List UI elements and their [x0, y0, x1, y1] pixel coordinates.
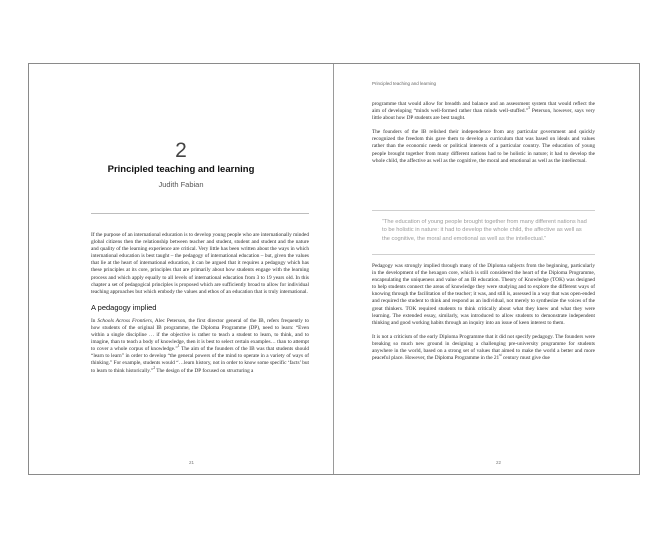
left-body-text — [91, 232, 309, 382]
text-run: , Alec Peterson, the first director general of the IB, refers frequently to how students of the original IB programme, the Diploma Programme (DP), need to learn: “Even within a single discipline … if the objective is rather to teach a student to learn, to think, and to imagine, than to teach a body of knowledge, then it is best to select certain examples… than to attempt to cover a whole corpus of knowledge.” — [91, 317, 309, 353]
text-run: The design of the DP focused on structuring a — [154, 367, 254, 374]
body-paragraph — [91, 318, 309, 375]
body-paragraph — [372, 334, 595, 362]
intro-paragraph: If the purpose of an international education is to develop young people who are internationally minded global citizens then the relationship between teacher and student, student and student and the nature and quality of the learning experience are critical. Very little has been written about the ways in which international education is best taught – the pedagogy of international education – but, given the values that lie at the heart of international education, it can be argued that it requires a pedagogy which has these principles at its core, principles that are primarily about how students engage with the learning process and which apply equally to all levels of international education from 3 to 19 years old. In this chapter a set of pedagogical principles is proposed which are sufficiently broad to allow for individual teaching approaches but which embody the values and ethos of an education that is truly international. — [91, 232, 309, 295]
title-divider — [91, 213, 309, 214]
footnote-ref: 1 — [177, 344, 180, 349]
text-run: It is not a criticism of the early Diploma Programme that it did not specify pedagogy. The founders were breaking so much new ground in designing a challenging pre-university programme for students anywhere in the world, based on a strong set of values that aimed to make the world a better and more peaceful place. However, the Diploma Programme in the 21 — [372, 333, 595, 362]
text-run: century must give due — [501, 355, 550, 362]
right-page — [334, 64, 639, 474]
chapter-author: Judith Fabian — [158, 180, 204, 189]
text-run: In — [91, 317, 98, 324]
book-spread — [28, 63, 640, 475]
pull-quote-rule-top — [372, 210, 595, 211]
page-number: 21 — [189, 460, 195, 465]
body-paragraph — [372, 101, 595, 122]
right-body-text-bottom — [372, 263, 595, 369]
right-body-text-top — [372, 101, 595, 172]
footnote-ref: 3 — [528, 106, 530, 111]
left-page — [29, 64, 333, 474]
running-head: Principled teaching and learning — [372, 81, 437, 86]
body-paragraph: The founders of the IB relished their independence from any particular government and quickly recognized the freedom this gave them to develop a curriculum that was based on ideals and values rather than the economic needs or political interests of a particular country. The education of young people brought together from many different nations had to be holistic in nature; it had to develop the whole child, the affective as well as the cognitive, the moral and emotional as well as the intellectual. — [372, 129, 595, 164]
text-run: programme that would allow for breadth and balance and an assessment system that would reflect the aim of developing “minds well-formed rather than minds well-stuffed.” — [372, 101, 595, 115]
page-number: 22 — [496, 460, 502, 465]
pull-quote: “The education of young people brought together from many different nations had to be holistic in nature: it had to develop the whole child, the affective as well as the cognitive, the moral and emotional as well as the intellectual.” — [382, 219, 587, 242]
footnote-ref: 2 — [153, 365, 155, 370]
section-heading: A pedagogy implied — [91, 302, 157, 312]
pull-quote-rule-bottom — [372, 254, 595, 255]
book-title: Schools Across Frontiers — [97, 317, 152, 324]
chapter-number: 2 — [175, 139, 187, 162]
superscript: st — [499, 353, 502, 358]
chapter-title: Principled teaching and learning — [107, 164, 255, 175]
text-run: Peterson, however, says very little about how DP students are best taught. — [372, 108, 595, 122]
text-run: The aim of the founders of the IB was that students should “learn to learn” in order to develop “the general powers of the mind to operate in a variety of ways of thinking.” For example, students would “…learn history, not in order to know some specific ‘facts’ but to learn to think historically.” — [91, 346, 309, 374]
body-paragraph: Pedagogy was strongly implied through many of the Diploma subjects from the beginning, particularly in the development of the hexagon core, which is still considered the heart of the Diploma Programme, encapsulating the uniqueness and value of an IB education. Theory of Knowledge (TOK) was designed to help students connect the areas of knowledge they were studying and to explore the different ways of knowing through the facilitation of the teacher; it was, and still is, assessed in a way that was open-ended and required the student to think and respond as an individual, not merely to synthesize the voices of the great thinkers. TOK required students to think critically about what they knew and what they were learning. The extended essay, similarly, was introduced to allow students to demonstrate independent thinking and good working habits through an inquiry into an issue of keen interest to them. — [372, 263, 595, 326]
